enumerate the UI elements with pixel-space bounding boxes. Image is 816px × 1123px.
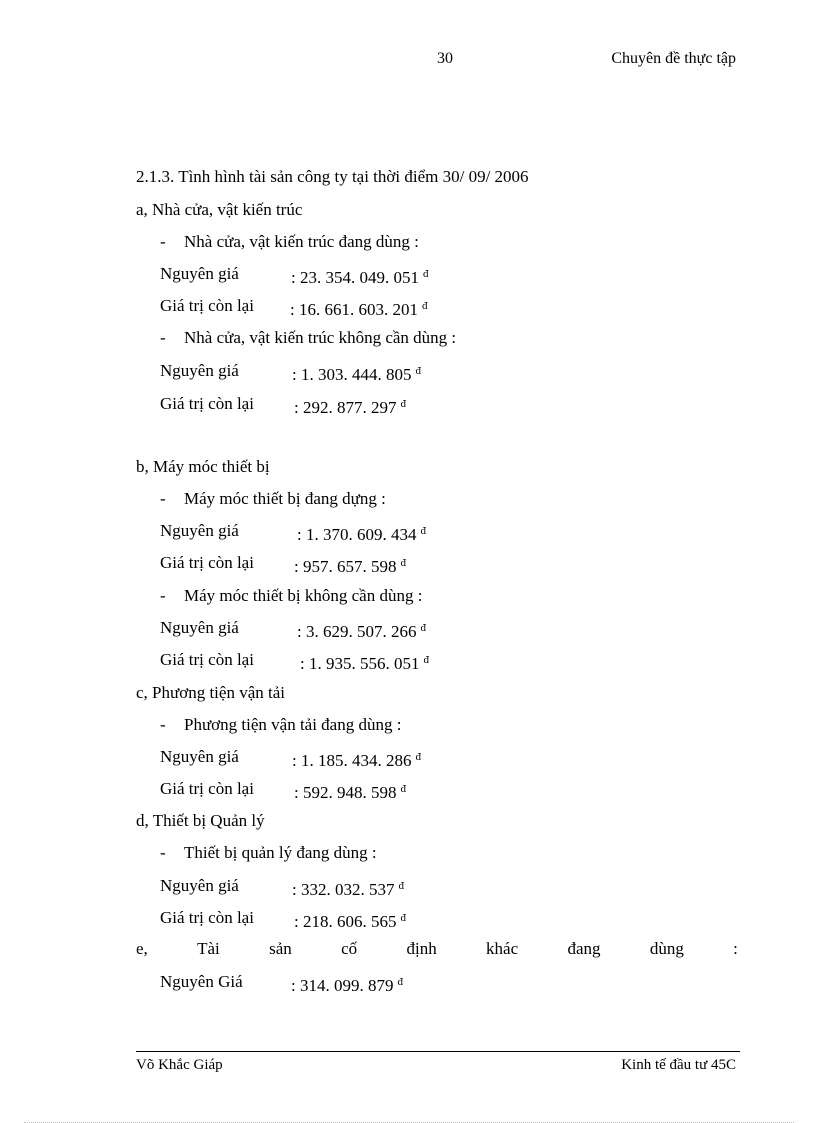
item-title-a2: - Nhà cửa, vật kiến trúc không cần dùng :: [160, 328, 457, 347]
remaining-value: : 1. 935. 556. 051 $^đ$: [300, 654, 429, 673]
original-cost-value: : 23. 354. 049. 051 $^đ$: [291, 268, 429, 287]
subsection-heading-e: [136, 939, 738, 959]
word: đang: [567, 939, 601, 958]
remaining-value: : 957. 657. 598 $^đ$: [294, 557, 406, 576]
original-cost-value: : 314. 099. 879 $^đ$: [291, 976, 403, 995]
original-cost-label: Nguyên Giá: [160, 972, 243, 991]
word: e,: [136, 939, 148, 958]
remaining-value-label: Giá trị còn lại: [160, 394, 254, 413]
remaining-value: : 16. 661. 603. 201 $^đ$: [290, 300, 428, 319]
remaining-value-label: Giá trị còn lại: [160, 553, 254, 572]
remaining-value-label: Giá trị còn lại: [160, 650, 254, 669]
item-title-b1: - Máy móc thiết bị đang dựng :: [160, 489, 386, 508]
footer-divider: [136, 1051, 740, 1052]
original-cost-label: Nguyên giá: [160, 876, 239, 895]
remaining-value-label: Giá trị còn lại: [160, 296, 254, 315]
section-heading: 2.1.3. Tình hình tài sản công ty tại thời điểm 30/ 09/ 2006: [136, 167, 529, 186]
word: khác: [486, 939, 519, 958]
original-cost-label: Nguyên giá: [160, 264, 239, 283]
original-cost-label: Nguyên giá: [160, 618, 239, 637]
item-title-c1: - Phương tiện vận tải đang dùng :: [160, 715, 402, 734]
word: dùng: [649, 939, 684, 958]
word: cố: [341, 939, 358, 958]
word: sản: [269, 939, 292, 958]
subsection-heading-a: a, Nhà cửa, vật kiến trúc: [136, 200, 303, 219]
subsection-heading-c: c, Phương tiện vận tải: [136, 683, 285, 702]
remaining-value-label: Giá trị còn lại: [160, 779, 254, 798]
original-cost-value: : 3. 629. 507. 266 $^đ$: [297, 622, 426, 641]
subsection-heading-b: b, Máy móc thiết bị: [136, 457, 270, 476]
original-cost-label: Nguyên giá: [160, 747, 239, 766]
original-cost-value: : 1. 303. 444. 805 $^đ$: [292, 365, 421, 384]
footer-author: Võ Khắc Giáp: [136, 1057, 223, 1073]
item-title-b2: - Máy móc thiết bị không cần dùng :: [160, 586, 423, 605]
subsection-heading-d: d, Thiết bị Quản lý: [136, 811, 265, 830]
remaining-value-label: Giá trị còn lại: [160, 908, 254, 927]
item-title-a1: - Nhà cửa, vật kiến trúc đang dùng :: [160, 232, 419, 251]
remaining-value: : 592. 948. 598 $^đ$: [294, 783, 406, 802]
original-cost-value: : 1. 185. 434. 286 $^đ$: [292, 751, 421, 770]
item-title-d1: - Thiết bị quản lý đang dùng :: [160, 843, 377, 862]
word: định: [406, 939, 437, 958]
word: :: [733, 939, 738, 958]
original-cost-value: : 1. 370. 609. 434 $^đ$: [297, 525, 426, 544]
document-title: Chuyên đề thực tập: [611, 50, 736, 67]
footer-class: Kinh tế đầu tư 45C: [621, 1057, 736, 1073]
original-cost-value: : 332. 032. 537 $^đ$: [292, 880, 404, 899]
remaining-value: : 292. 877. 297 $^đ$: [294, 398, 406, 417]
remaining-value: : 218. 606. 565 $^đ$: [294, 912, 406, 931]
page-number: 30: [437, 50, 453, 67]
original-cost-label: Nguyên giá: [160, 521, 239, 540]
original-cost-label: Nguyên giá: [160, 361, 239, 380]
word: Tài: [197, 939, 220, 958]
